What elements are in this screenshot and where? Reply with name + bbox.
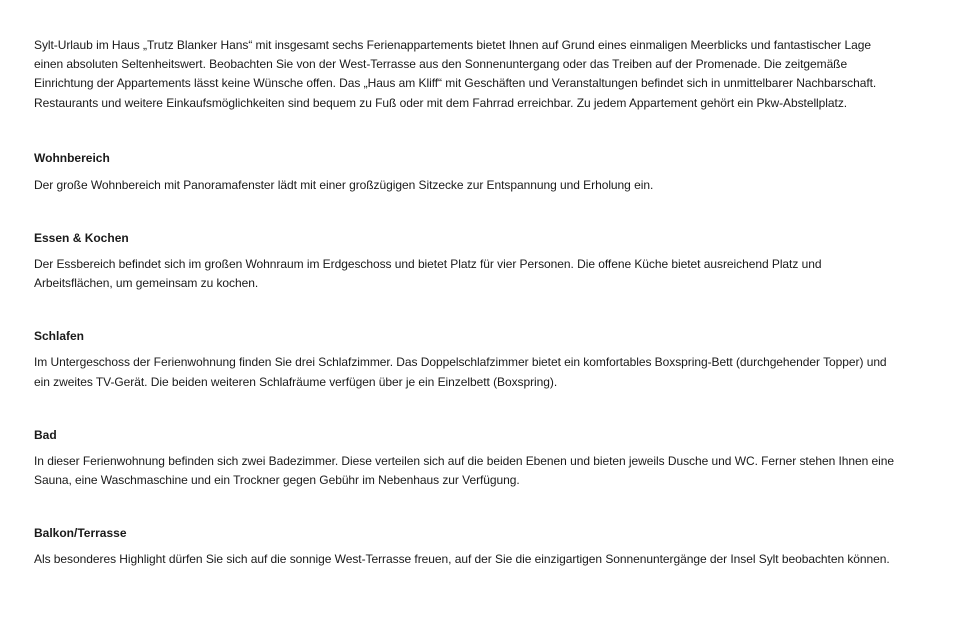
section-heading: Schlafen	[34, 329, 85, 344]
section-text: Der Essbereich befindet sich im großen Wohnraum im Erdgeschoss und bietet Platz für vier Personen. Die offene Küche bietet ausreichend Platz und Arbeitsflächen, um gemeinsam zu kochen.	[34, 257, 822, 291]
section-text: Der große Wohnbereich mit Panoramafenster lädt mit einer großzügigen Sitzecke zur Entspannung und Erholung ein.	[34, 177, 654, 192]
section-essen-kochen	[34, 230, 900, 293]
section-schlafen	[34, 328, 900, 391]
section-wohnbereich	[34, 150, 900, 195]
section-heading: Bad	[34, 427, 57, 442]
section-text: Im Untergeschoss der Ferienwohnung finden Sie drei Schlafzimmer. Das Doppelschlafzimmer bietet ein komfortables Boxspring-Bett (durchgehender Topper) und ein zweites TV-Gerät. Die beiden weiteren Schlafräume verfügen über je ein Einzelbett (Boxspring).	[34, 355, 887, 389]
intro-paragraph: Sylt-Urlaub im Haus „Trutz Blanker Hans“ mit insgesamt sechs Ferienappartements bietet Ihnen auf Grund eines einmaligen Meerblicks und fantastischer Lage einen absoluten Seltenheitswert. Beobachten Sie von der West-Terrasse aus den Sonnenuntergang oder das Treiben auf der Promenade. Die zeitgemäße Einrichtung der Appartements lässt keine Wünsche offen. Das „Haus am Kliff“ mit Geschäften und Veranstaltungen befindet sich in unmittelbarer Nachbarschaft. Restaurants und weitere Einkaufsmöglichkeiten sind bequem zu Fuß oder mit dem Fahrrad erreichbar. Zu jedem Appartement gehört ein Pkw-Abstellplatz.	[34, 38, 877, 110]
section-text: In dieser Ferienwohnung befinden sich zwei Badezimmer. Diese verteilen sich auf die beiden Ebenen und bieten jeweils Dusche und WC. Ferner stehen Ihnen eine Sauna, eine Waschmaschine und ein Trockner gegen Gebühr im Nebenhaus zur Verfügung.	[34, 453, 895, 488]
section-balkon-terrasse	[34, 525, 900, 569]
section-text: Als besonderes Highlight dürfen Sie sich auf die sonnige West-Terrasse freuen, auf der Sie die einzigartigen Sonnenuntergänge der Insel Sylt beobachten können.	[34, 552, 890, 567]
section-bad	[34, 427, 900, 490]
section-heading: Essen & Kochen	[34, 231, 129, 246]
section-heading: Wohnbereich	[34, 150, 110, 165]
section-heading: Balkon/Terrasse	[34, 526, 127, 541]
